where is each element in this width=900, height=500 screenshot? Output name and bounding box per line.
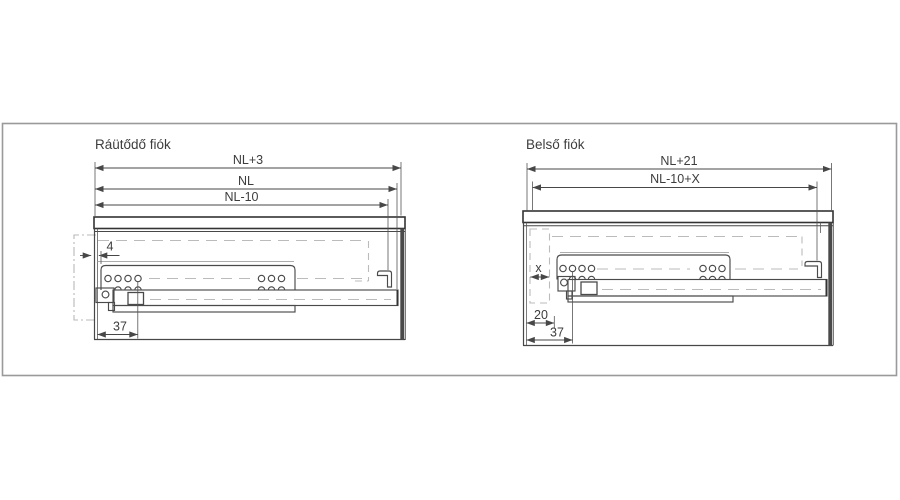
- right-dim-label-back-gap: 20: [534, 308, 548, 322]
- left-front-edge-bar: [400, 229, 404, 340]
- left-dim-label-nominal: NL: [238, 174, 254, 188]
- right-diagram-title: Belső fiók: [526, 137, 585, 152]
- left-dim-label-first-hole: 37: [113, 319, 127, 334]
- right-dim-label-total: NL+21: [660, 154, 698, 168]
- right-front-edge-bar: [828, 223, 832, 346]
- right-dim-label-rail-pos: NL-10+X: [650, 172, 700, 186]
- left-dim-label-total: NL+3: [232, 153, 264, 167]
- right-dim-label-first-hole: 37: [550, 325, 564, 340]
- left-dim-label-front-gap: 4: [106, 239, 114, 254]
- left-diagram-title: Ráütődő fiók: [95, 137, 171, 152]
- right-dim-label-inset: x: [535, 261, 542, 275]
- drawing-frame: [3, 124, 897, 376]
- left-dim-label-holes: NL-10: [224, 190, 259, 204]
